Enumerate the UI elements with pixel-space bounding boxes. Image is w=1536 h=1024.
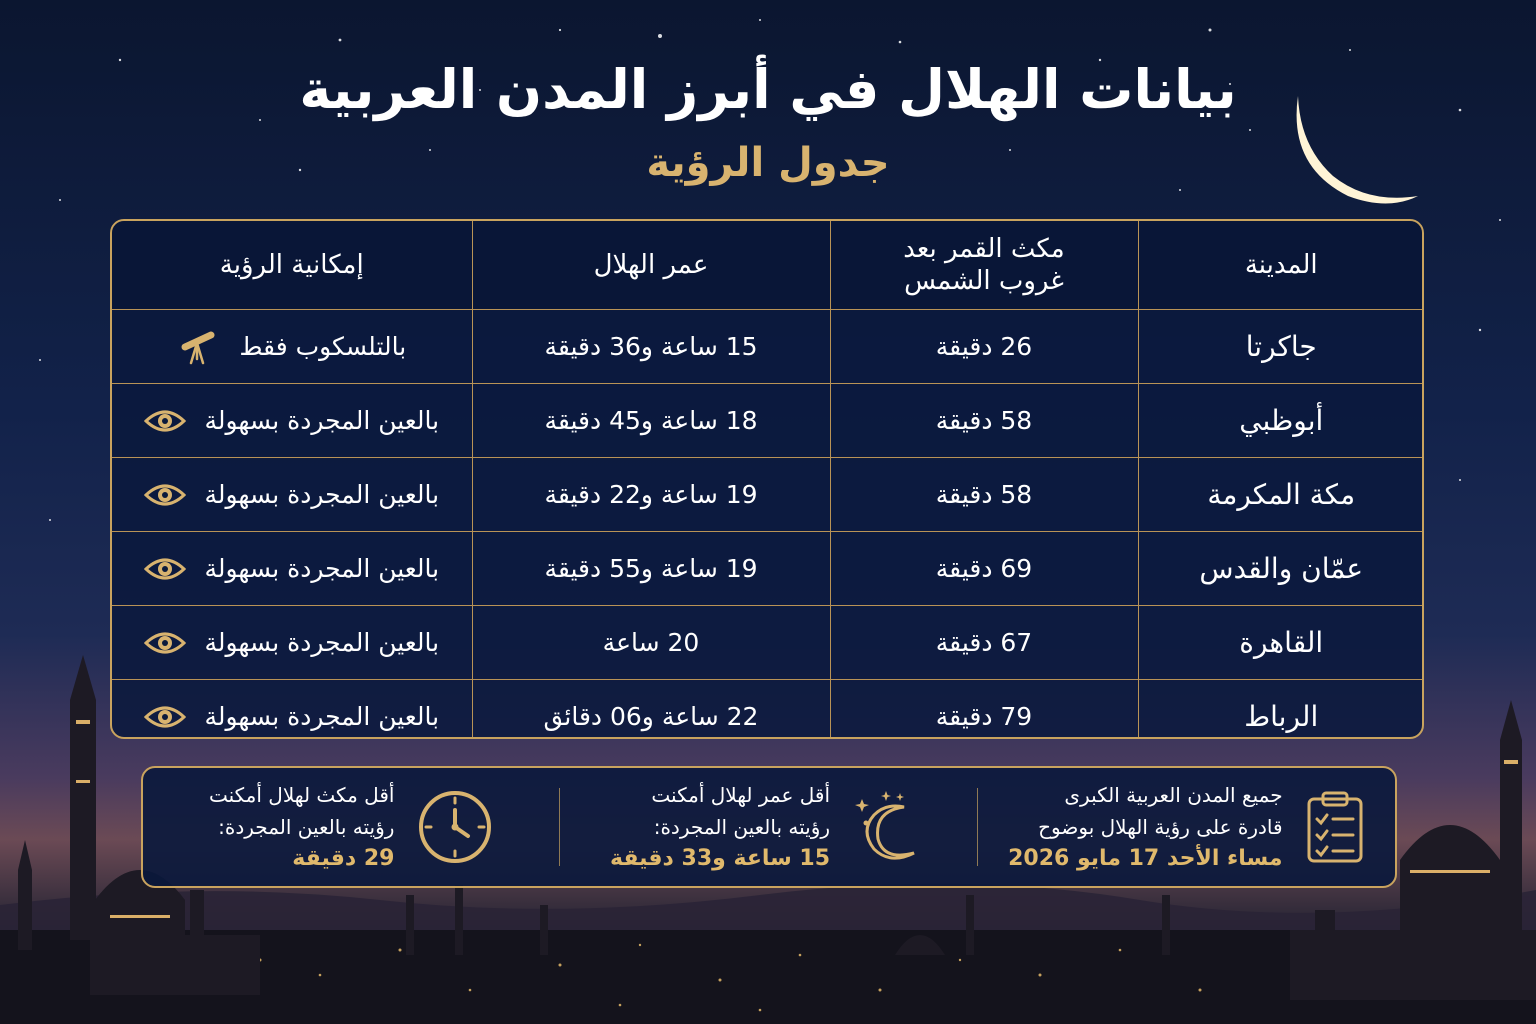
visibility-cell <box>112 606 472 680</box>
summary-highlight: 15 ساعة و33 دقيقة <box>610 846 831 871</box>
visibility-cell <box>112 680 472 740</box>
moonset-cell: 79 دقيقة <box>830 680 1138 740</box>
visibility-cell <box>112 384 472 458</box>
summary-line: أقل مكث لهلال أمكنت <box>208 783 395 807</box>
header-age: عمر الهلال <box>472 221 830 310</box>
moonset-cell: 67 دقيقة <box>830 606 1138 680</box>
moonset-cell: 69 دقيقة <box>830 532 1138 606</box>
city-cell: جاكرتا <box>1138 310 1424 384</box>
table-row <box>112 680 1424 740</box>
header-moonset <box>830 221 1138 310</box>
page-subtitle: جدول الرؤية <box>646 140 890 186</box>
visibility-text: بالعين المجردة بسهولة <box>204 406 440 435</box>
age-cell: 20 ساعة <box>472 606 830 680</box>
summary-line: رؤيته بالعين المجردة: <box>218 815 395 839</box>
clipboard-checklist-icon <box>1305 789 1365 865</box>
header-city: المدينة <box>1138 221 1424 310</box>
crescent-data-table <box>110 219 1424 739</box>
summary-highlight: مساء الأحد 17 مايو 2026 <box>1008 846 1283 871</box>
age-cell: 15 ساعة و36 دقيقة <box>472 310 830 384</box>
city-cell: القاهرة <box>1138 606 1424 680</box>
visibility-cell <box>112 310 472 384</box>
summary-item-min-age <box>560 768 977 886</box>
city-cell: عمّان والقدس <box>1138 532 1424 606</box>
page-title: بيانات الهلال في أبرز المدن العربية <box>299 58 1237 121</box>
visibility-cell <box>112 458 472 532</box>
age-cell: 19 ساعة و55 دقيقة <box>472 532 830 606</box>
visibility-text: بالعين المجردة بسهولة <box>204 480 440 509</box>
moonset-cell: 58 دقيقة <box>830 384 1138 458</box>
eye-icon <box>144 555 186 583</box>
age-cell: 19 ساعة و22 دقيقة <box>472 458 830 532</box>
summary-line: رؤيته بالعين المجردة: <box>653 815 831 839</box>
crescent-stars-icon <box>852 789 928 865</box>
table-row <box>112 310 1424 384</box>
table-row <box>112 384 1424 458</box>
eye-icon <box>144 703 186 731</box>
table-row <box>112 458 1424 532</box>
eye-icon <box>144 629 186 657</box>
summary-panel <box>141 766 1397 888</box>
telescope-icon <box>177 329 221 365</box>
age-cell: 18 ساعة و45 دقيقة <box>472 384 830 458</box>
summary-item-min-moonset <box>143 768 560 886</box>
moonset-cell: 58 دقيقة <box>830 458 1138 532</box>
moonset-cell: 26 دقيقة <box>830 310 1138 384</box>
city-cell: الرباط <box>1138 680 1424 740</box>
age-cell: 22 ساعة و06 دقائق <box>472 680 830 740</box>
table-row <box>112 606 1424 680</box>
city-cell: أبوظبي <box>1138 384 1424 458</box>
visibility-text: بالتلسكوب فقط <box>239 332 407 361</box>
summary-line: أقل عمر لهلال أمكنت <box>651 783 831 807</box>
summary-line: جميع المدن العربية الكبرى <box>1064 783 1283 807</box>
summary-item-all-cities <box>978 768 1395 886</box>
visibility-text: بالعين المجردة بسهولة <box>204 702 440 731</box>
visibility-text: بالعين المجردة بسهولة <box>204 628 440 657</box>
city-cell: مكة المكرمة <box>1138 458 1424 532</box>
summary-line: قادرة على رؤية الهلال بوضوح <box>1038 815 1283 839</box>
table-row <box>112 532 1424 606</box>
visibility-text: بالعين المجردة بسهولة <box>204 554 440 583</box>
eye-icon <box>144 407 186 435</box>
header-moonset-line1: مكث القمر بعد <box>903 234 1065 264</box>
header-visibility: إمكانية الرؤية <box>112 221 472 310</box>
table-header-row <box>112 221 1424 310</box>
eye-icon <box>144 481 186 509</box>
clock-icon <box>416 788 494 866</box>
summary-highlight: 29 دقيقة <box>292 846 395 871</box>
visibility-cell <box>112 532 472 606</box>
header-moonset-line2: غروب الشمس <box>904 266 1064 296</box>
